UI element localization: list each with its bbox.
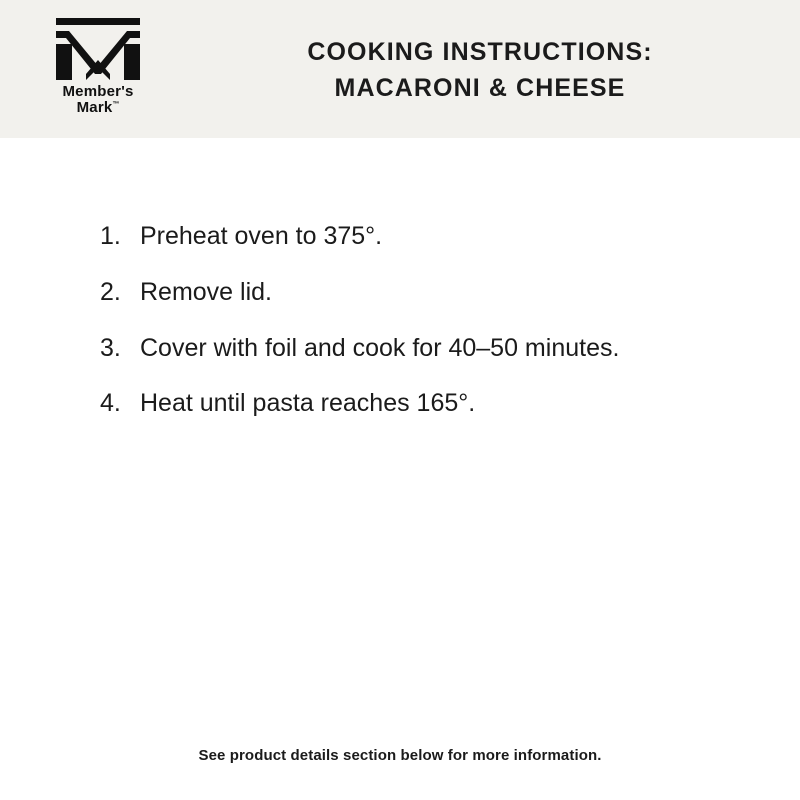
header-band	[0, 0, 800, 138]
step-number: 2.	[100, 277, 121, 306]
list-item	[100, 276, 760, 310]
members-mark-m-logo-icon	[56, 18, 140, 80]
step-number: 4.	[100, 389, 121, 418]
page-title	[180, 34, 780, 107]
title-line-2: MACARONI & CHEESE	[334, 74, 626, 103]
brand-name	[38, 84, 158, 116]
instructions-body	[0, 138, 800, 800]
brand-logo	[38, 18, 158, 116]
list-item	[100, 387, 760, 421]
list-item	[100, 332, 760, 366]
step-text: Preheat oven to 375°.	[140, 222, 383, 250]
trademark-symbol: ™	[112, 101, 120, 109]
step-text: Remove lid.	[140, 277, 272, 306]
step-text: Heat until pasta reaches 165°.	[140, 389, 476, 418]
title-line-1: COOKING INSTRUCTIONS:	[307, 38, 653, 66]
list-item	[100, 220, 760, 254]
step-number: 3.	[100, 333, 121, 362]
brand-name-line2: Mark	[76, 99, 113, 117]
brand-name-line1: Member's	[62, 83, 134, 100]
instruction-steps-list	[100, 220, 760, 443]
step-text: Cover with foil and cook for 40–50 minutes.	[140, 333, 620, 362]
footer-note: See product details section below for more information.	[198, 747, 602, 764]
step-number: 1.	[100, 222, 121, 250]
